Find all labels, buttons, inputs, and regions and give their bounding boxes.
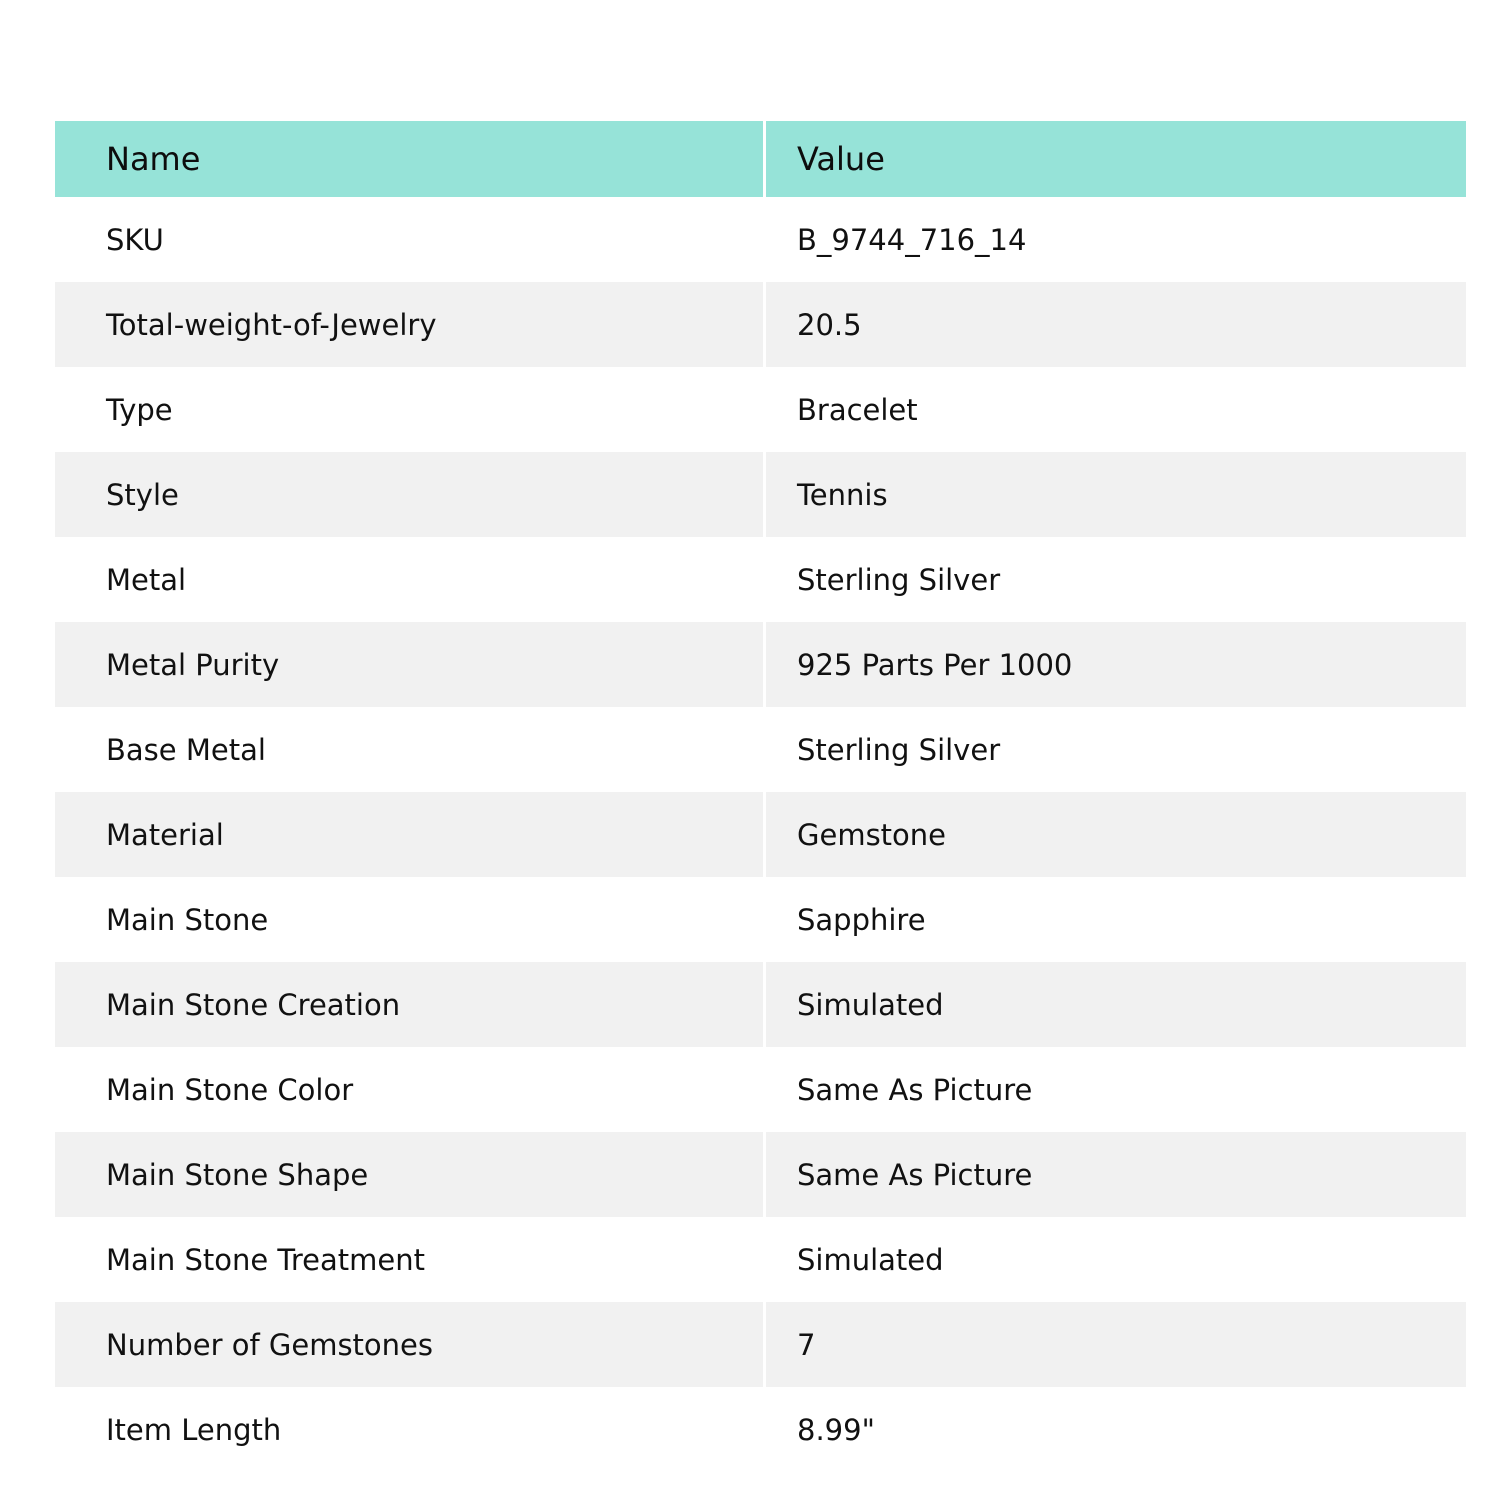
spec-name-cell: Main Stone Color [55,1047,766,1132]
table-body [55,197,1466,1472]
table-row [55,452,1466,537]
spec-value-cell: 925 Parts Per 1000 [766,622,1466,707]
spec-name-cell: Main Stone Treatment [55,1217,766,1302]
spec-value-cell: Same As Picture [766,1047,1466,1132]
spec-name-cell: SKU [55,197,766,282]
spec-name-cell: Total-weight-of-Jewelry [55,282,766,367]
spec-value-cell: Tennis [766,452,1466,537]
spec-value-cell: Sterling Silver [766,707,1466,792]
table-row [55,877,1466,962]
column-header-name: Name [55,121,766,197]
spec-name-cell: Metal [55,537,766,622]
table-row [55,962,1466,1047]
spec-name-cell: Metal Purity [55,622,766,707]
spec-name-cell: Style [55,452,766,537]
spec-value-cell: 8.99" [766,1387,1466,1472]
spec-value-cell: Simulated [766,1217,1466,1302]
table-row [55,197,1466,282]
table-row [55,1047,1466,1132]
spec-value-cell: Gemstone [766,792,1466,877]
table-row [55,367,1466,452]
spec-name-cell: Base Metal [55,707,766,792]
spec-value-cell: Simulated [766,962,1466,1047]
spec-value-cell: Bracelet [766,367,1466,452]
table-row [55,1132,1466,1217]
spec-name-cell: Material [55,792,766,877]
table-row [55,282,1466,367]
table-header-row [55,121,1466,197]
table-row [55,707,1466,792]
spec-name-cell: Main Stone Creation [55,962,766,1047]
table-row [55,792,1466,877]
table-row [55,1387,1466,1472]
spec-name-cell: Number of Gemstones [55,1302,766,1387]
spec-name-cell: Main Stone Shape [55,1132,766,1217]
spec-value-cell: Same As Picture [766,1132,1466,1217]
column-header-value: Value [766,121,1466,197]
table-row [55,537,1466,622]
spec-value-cell: Sapphire [766,877,1466,962]
spec-name-cell: Main Stone [55,877,766,962]
spec-name-cell: Type [55,367,766,452]
product-spec-table [55,121,1466,1472]
table-row [55,1302,1466,1387]
table-row [55,1217,1466,1302]
spec-value-cell: 7 [766,1302,1466,1387]
spec-value-cell: 20.5 [766,282,1466,367]
table-row [55,622,1466,707]
spec-value-cell: B_9744_716_14 [766,197,1466,282]
spec-name-cell: Item Length [55,1387,766,1472]
spec-value-cell: Sterling Silver [766,537,1466,622]
